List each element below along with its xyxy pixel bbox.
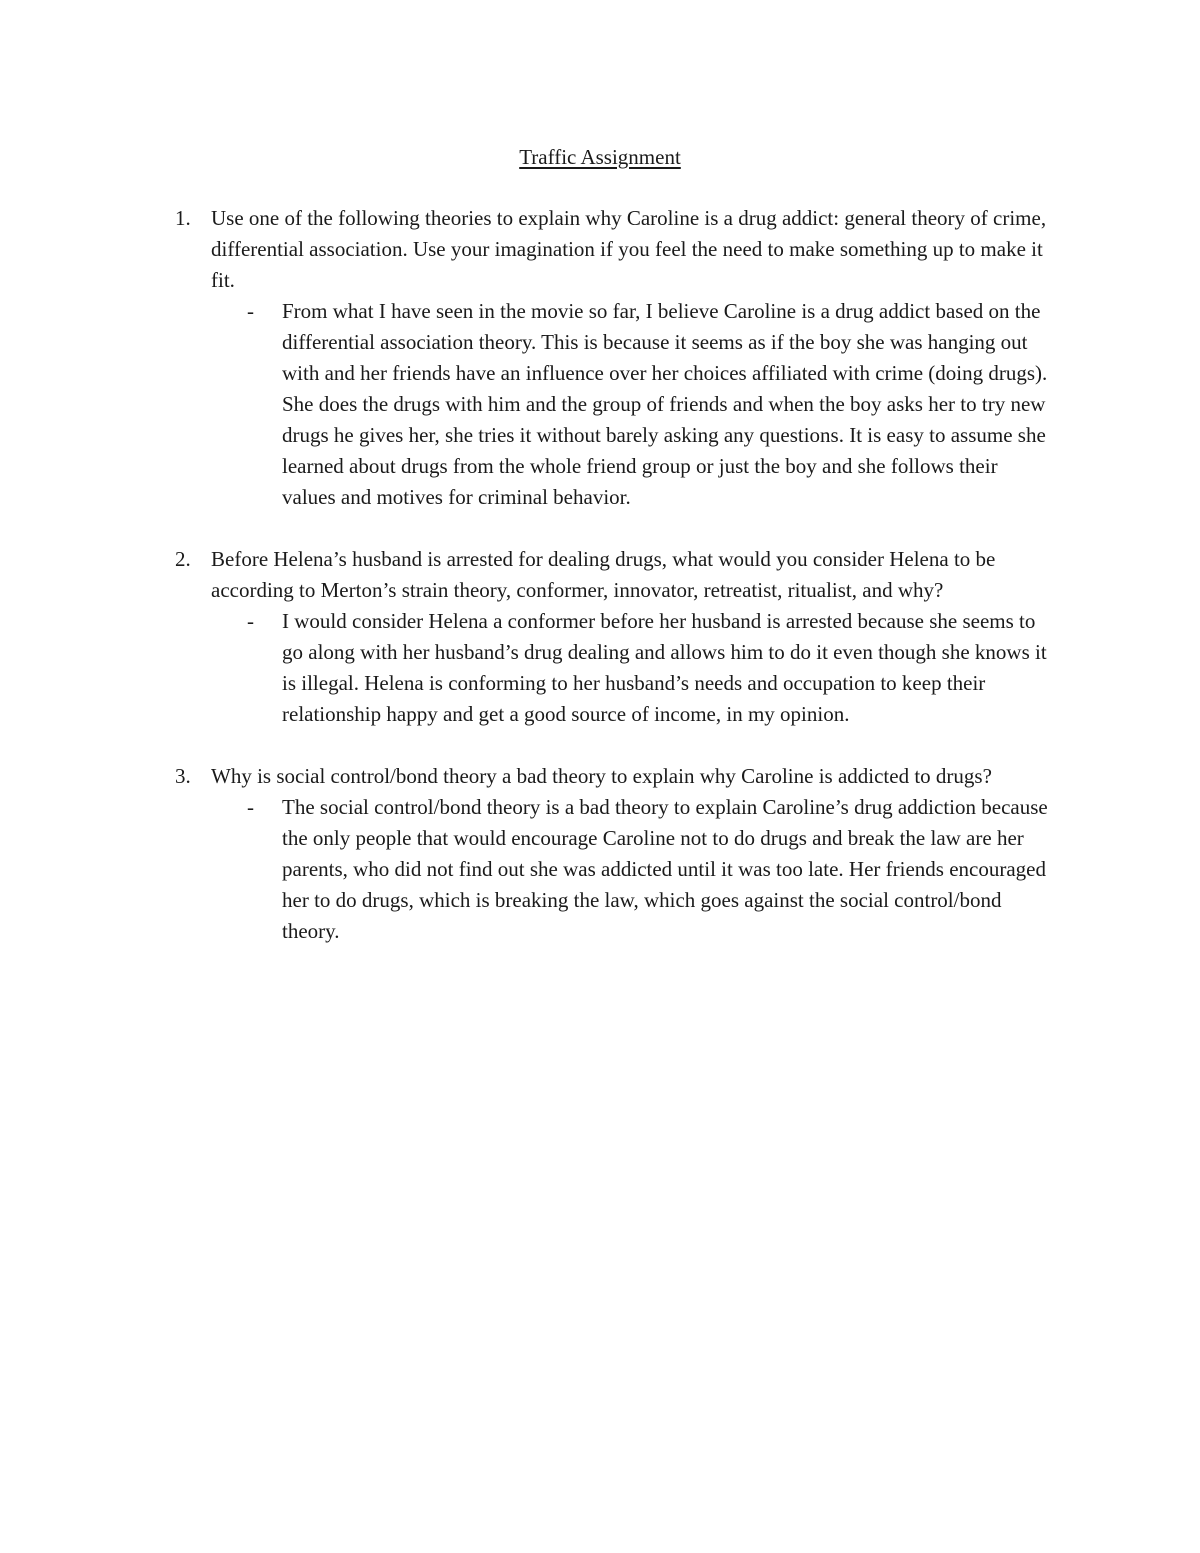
answer-bullet: - <box>247 609 254 633</box>
answer-item <box>247 296 1071 513</box>
question-number: 2. <box>175 547 191 571</box>
question-number: 1. <box>175 206 191 230</box>
answer-bullet: - <box>247 795 254 819</box>
answer-item <box>247 606 1071 730</box>
question-number: 3. <box>175 764 191 788</box>
question-text: Why is social control/bond theory a bad theory to explain why Caroline is addicted to drugs? <box>211 764 992 788</box>
answer-text: From what I have seen in the movie so far, I believe Caroline is a drug addict based on the differential association theory. This is because it seems as if the boy she was hanging out with and her friends have an influence over her choices affiliated with crime (doing drugs). She does the drugs with him and the group of friends and when the boy asks her to try new drugs he gives her, she tries it without barely asking any questions. It is easy to assume she learned about drugs from the whole friend group or just the boy and she follows their values and motives for criminal behavior. <box>282 299 1048 509</box>
document-title: Traffic Assignment <box>519 145 681 169</box>
answer-bullet: - <box>247 299 254 323</box>
question-item <box>175 544 1071 730</box>
question-item <box>175 203 1071 513</box>
answer-text: The social control/bond theory is a bad theory to explain Caroline’s drug addiction because the only people that would encourage Caroline not to do drugs and break the law are her parents, who did not find out she was addicted until it was too late. Her friends encouraged her to do drugs, which is breaking the law, which goes against the social control/bond theory. <box>282 795 1048 943</box>
question-item <box>175 761 1071 947</box>
question-text: Before Helena’s husband is arrested for dealing drugs, what would you consider Helena to be according to Merton’s strain theory, conformer, innovator, retreatist, ritualist, and why? <box>211 547 996 602</box>
question-list <box>175 203 1071 978</box>
answer-item <box>247 792 1071 947</box>
question-text: Use one of the following theories to explain why Caroline is a drug addict: general theory of crime, differential association. Use your imagination if you feel the need to make something up to make it fit. <box>211 206 1047 292</box>
answer-text: I would consider Helena a conformer before her husband is arrested because she seems to go along with her husband’s drug dealing and allows him to do it even though she knows it is illegal. Helena is conforming to her husband’s needs and occupation to keep their relationship happy and get a good source of income, in my opinion. <box>282 609 1047 726</box>
